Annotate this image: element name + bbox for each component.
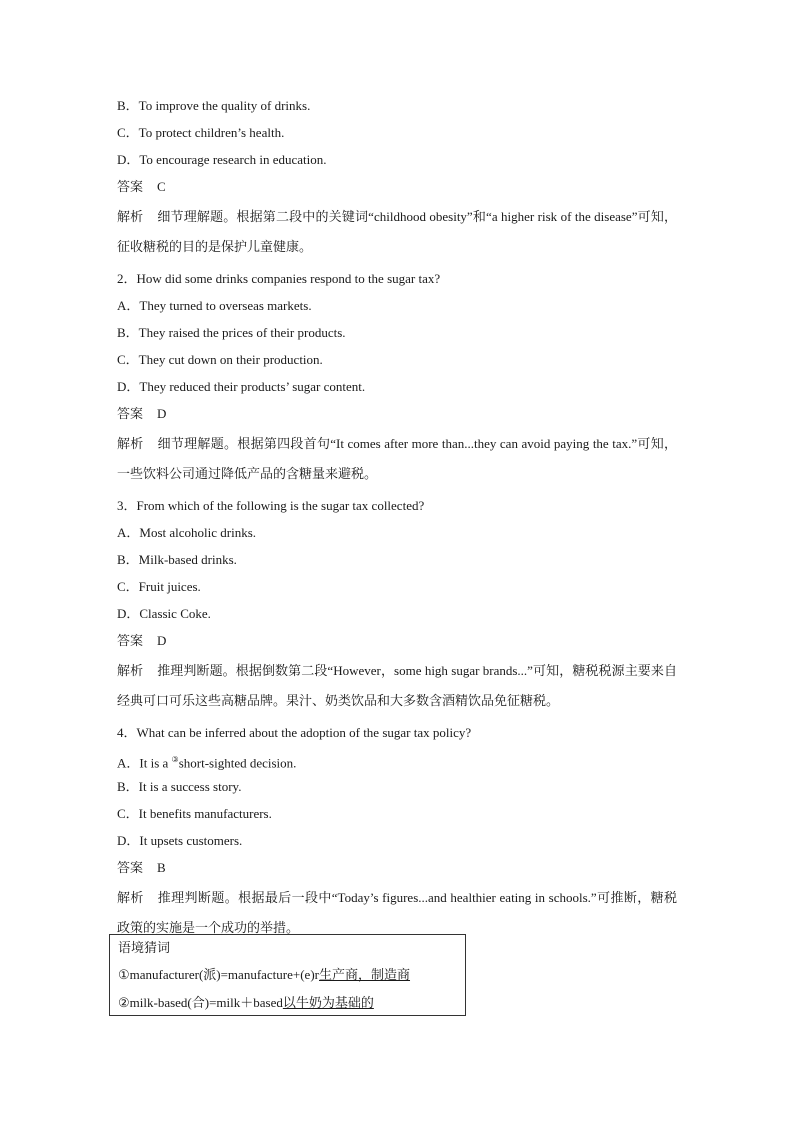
answer-value: B (157, 860, 166, 875)
q4-option-d: D．It upsets customers. (117, 833, 243, 848)
option-a-prefix: A．It is a (117, 755, 172, 771)
answer-label: 答案 (117, 406, 144, 421)
analysis-text: 推理判断题。根据最后一段中“Today’s figures...and healthier eating in schools.”可推断，糖税政策的实施是一个成功的举措。 (117, 890, 677, 935)
answer-value: D (157, 406, 167, 421)
q3-answer (117, 627, 677, 654)
analysis-label: 解析 (117, 890, 144, 905)
q4-answer (117, 854, 677, 881)
analysis-text: 细节理解题。根据第四段首句“It comes after more than...they can avoid paying the tax.”可知，一些饮料公司通过降低产品的含糖量来避税。 (117, 436, 677, 481)
q4-option-c: C．It benefits manufacturers. (117, 806, 272, 821)
cue-meaning: 生产商，制造商 (319, 967, 411, 982)
option-a-rest: short-sighted decision. (178, 755, 297, 771)
answer-label: 答案 (117, 179, 144, 194)
q1-option-d: D．To encourage research in education. (117, 152, 327, 167)
q2-answer (117, 400, 677, 427)
q3-analysis (117, 656, 677, 716)
q2-option-d: D．They reduced their products’ sugar content. (117, 379, 366, 394)
analysis-text: 细节理解题。根据第二段中的关键词“childhood obesity”和“a higher risk of the disease”可知，征收糖税的目的是保护儿童健康。 (117, 209, 677, 254)
q2-option-b: B．They raised the prices of their products. (117, 325, 346, 340)
answer-value: C (157, 179, 166, 194)
q2-option-a: A．They turned to overseas markets. (117, 298, 312, 313)
q4-question: 4．What can be inferred about the adoption of the sugar tax policy? (117, 725, 472, 740)
context-word-guess-box (109, 934, 466, 1016)
q1-option-b: B．To improve the quality of drinks. (117, 98, 311, 113)
q4-option-a (117, 746, 677, 773)
cue-formula: ①manufacturer(派)=manufacture+(e)r (118, 967, 319, 982)
q2-analysis (117, 429, 677, 489)
q3-option-c: C．Fruit juices. (117, 579, 201, 594)
q2-option-c: C．They cut down on their production. (117, 352, 323, 367)
answer-label: 答案 (117, 633, 144, 648)
q3-option-a: A．Most alcoholic drinks. (117, 525, 257, 540)
cue-box-title: 语境猜词 (118, 940, 171, 955)
question-content (117, 92, 677, 946)
answer-value: D (157, 633, 167, 648)
cue-item-manufacturer (118, 961, 457, 989)
cue-meaning: 以牛奶为基础的 (282, 995, 374, 1010)
q3-question: 3．From which of the following is the sugar tax collected? (117, 498, 425, 513)
q1-analysis (117, 202, 677, 262)
vocab-marker: ③ (171, 755, 179, 764)
q2-question: 2．How did some drinks companies respond to the sugar tax? (117, 271, 441, 286)
q1-answer (117, 173, 677, 200)
q3-option-d: D．Classic Coke. (117, 606, 211, 621)
q4-option-b: B．It is a success story. (117, 779, 242, 794)
q3-option-b: B．Milk-based drinks. (117, 552, 237, 567)
analysis-label: 解析 (117, 663, 144, 678)
analysis-label: 解析 (117, 436, 144, 451)
answer-label: 答案 (117, 860, 144, 875)
cue-formula: ②milk-based(合)=milk＋based (118, 995, 283, 1010)
analysis-label: 解析 (117, 209, 144, 224)
cue-item-milk-based (118, 989, 457, 1017)
analysis-text: 推理判断题。根据倒数第二段“However，some high sugar brands...”可知，糖税税源主要来自经典可口可乐这些高糖品牌。果汁、奶类饮品和大多数含酒精饮品免征糖税。 (117, 663, 677, 708)
q1-option-c: C．To protect children’s health. (117, 125, 285, 140)
